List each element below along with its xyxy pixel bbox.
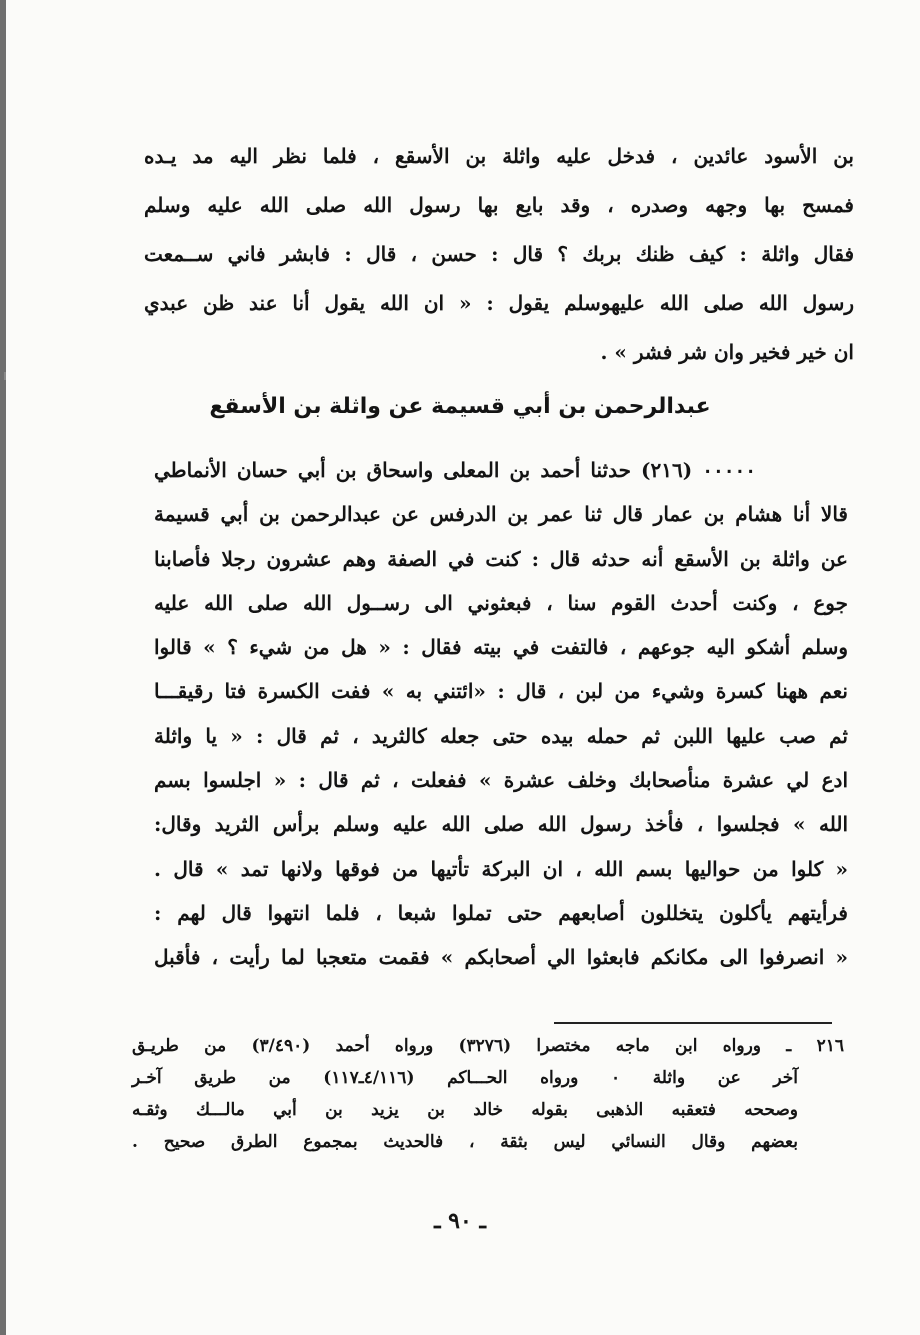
hadith-line: ثم صب عليها اللبن ثم حمله بيده حتى جعله كالثريد ، ثم قال : « يا واثلة: [154, 723, 848, 748]
footnote-line: وصححه فتعقبه الذهبى بقوله خالد بن يزيد بن أبي مالـــك وثقـه: [132, 1100, 798, 1120]
intro-line: بن الأسود عائدين ، فدخل عليه واثلة بن الأسقع ، فلما نظر اليه مد يـده: [144, 144, 854, 168]
hadith-line: « انصرفوا الى مكانكم فابعثوا الي أصحابكم » فقمت متعجبا لما رأيت ، فأقبل: [154, 945, 848, 970]
section-heading: عبدالرحمن بن أبي قسيمة عن واثلة بن الأسقع: [209, 394, 711, 419]
intro-line: ان خير فخير وان شر فشر » .: [600, 340, 854, 364]
footnote-line: ٢١٦ ـ ورواه ابن ماجه مختصرا (٣٢٧٦) ورواه أحمد (٣/٤٩٠) من طريـق: [132, 1036, 845, 1056]
hadith-paragraph: [154, 458, 848, 990]
hadith-line: الله » فجلسوا ، فأخذ رسول الله صلى الله عليه وسلم برأس الثريد وقال:: [154, 812, 848, 837]
intro-paragraph: [144, 144, 854, 389]
footnote-divider: [554, 1022, 832, 1024]
hadith-line: نعم ههنا كسرة وشيء من لبن ، قال : «ائتني به » ففت الكسرة فتا رقيقـــا: [154, 679, 849, 704]
hadith-line: قالا أنا هشام بن عمار قال ثنا عمر بن الدرفس عن عبدالرحمن بن أبي قسيمة: [154, 502, 848, 527]
hadith-line: « كلوا من حواليها بسم الله ، ان البركة تأتيها من فوقها ولانها تمد » قال .: [154, 856, 848, 881]
intro-line: فقال واثلة : كيف ظنك بربك ؟ قال : حسن ، قال : فابشر فاني ســمعت: [144, 242, 854, 266]
hadith-line: وسلم أشكو اليه جوعهم ، فالتفت في بيته فقال : « هل من شيء ؟ » قالوا: [154, 635, 848, 660]
page-scan-edge: [0, 0, 6, 1335]
scan-speck: [4, 372, 6, 380]
page-number: ـ ٩٠ ـ: [434, 1208, 486, 1234]
hadith-line: ادع لي عشرة منأصحابك وخلف عشرة » ففعلت ، ثم قال : « اجلسوا بسم: [154, 768, 848, 793]
footnote-line: آخر عن واثلة ٠ ورواه الحـــاكم (٤/١١٦ـ١١٧) من طريق آخـر: [132, 1068, 798, 1088]
intro-line: رسول الله صلى الله عليهوسلم يقول : « ان الله يقول أنا عند ظن عبدي: [144, 291, 854, 315]
footnote-line: بعضهم وقال النسائي ليس بثقة ، فالحديث بمجموع الطرق صحيح .: [132, 1132, 798, 1152]
hadith-line: جوع ، وكنت أحدث القوم سنا ، فبعثوني الى رســول الله صلى الله عليه: [154, 590, 848, 615]
footnote: [132, 1036, 844, 1164]
intro-line: فمسح بها وجهه وصدره ، وقد بايع بها رسول الله صلى الله عليه وسلم: [144, 193, 854, 217]
hadith-line: ٠٠٠٠٠ (٢١٦) حدثنا أحمد بن المعلى واسحاق بن أبي حسان الأنماطي: [154, 458, 756, 482]
hadith-line: عن واثلة بن الأسقع أنه حدثه قال : كنت في الصفة وهم عشرون رجلا فأصابنا: [154, 546, 848, 571]
hadith-line: فرأيتهم يأكلون يتخللون أصابعهم حتى تملوا شبعا ، فلما انتهوا قال لهم :: [154, 900, 848, 925]
